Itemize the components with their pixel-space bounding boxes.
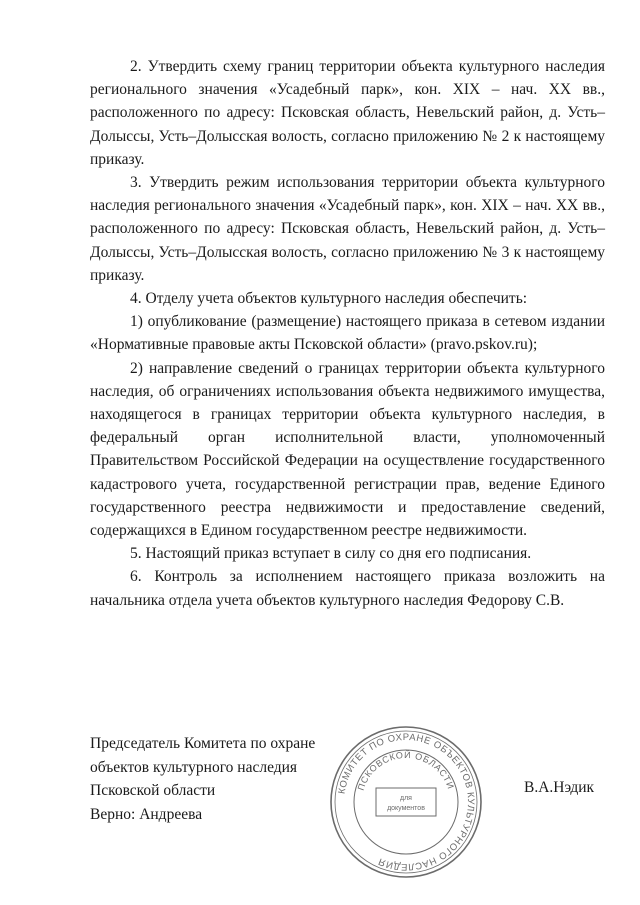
svg-text:документов: документов <box>387 805 425 812</box>
certified-copy-note: Верно: Андреева <box>90 805 203 823</box>
seal-icon <box>326 722 486 882</box>
svg-text:ПСКОВСКОЙ ОБЛАСТИ: ПСКОВСКОЙ ОБЛАСТИ <box>355 749 457 792</box>
paragraph-6-control: 6. Контроль за исполнением настоящего приказа возложить на начальника отдела учета объектов культурного наследия Федорову С.В. <box>90 568 605 609</box>
signer-position-line-1: Председатель Комитета по охране <box>90 735 316 752</box>
paragraph-4-department-duties: 4. Отделу учета объектов культурного наследия обеспечить: <box>130 290 528 308</box>
paragraph-3-approve-regime: 3. Утвердить режим использования территории объекта культурного наследия регионального значения «Усадебный парк», кон. XIX – нач. XX вв., расположенного по адресу: Псковская область, Невельский район, д. Усть–Долыссы, Усть–Долысская волость, согласно приложению № 3 к настоящему приказу. <box>90 174 605 284</box>
paragraph-4-2-send-information: 2) направление сведений о границах территории объекта культурного наследия, об ограничениях использования объекта недвижимого имущества, находящегося в границах территории объекта культурного наследия, в федеральный орган исполнительной власти, уполномоченный Правительством Российской Федерации на осуществление государственного кадастрового учета, государственной регистрации прав, ведение Единого государственного реестра недвижимости и предоставление сведений, содержащихся в Едином государственном реестре недвижимости. <box>90 359 605 540</box>
paragraph-5-effective-date: 5. Настоящий приказ вступает в силу со дня его подписания. <box>130 545 532 563</box>
signature-block <box>90 732 315 826</box>
signer-position-line-2: объектов культурного наследия <box>90 758 298 776</box>
paragraph-2-approve-boundaries: 2. Утвердить схему границ территории объекта культурного наследия регионального значения «Усадебный парк», кон. XIX – нач. XX вв., расположенного по адресу: Псковская область, Невельский район, д. Усть–Долыссы, Усть–Долысская волость, согласно приложению № 2 к настоящему приказу. <box>90 58 605 168</box>
signer-name: В.А.Нэдик <box>524 779 595 796</box>
svg-text:для: для <box>400 795 412 802</box>
signer-position-line-3: Псковской области <box>90 782 216 799</box>
paragraph-4-1-publication: 1) опубликование (размещение) настоящего приказа в сетевом издании «Нормативные правовые акты Псковской области» (pravo.pskov.ru); <box>90 313 605 354</box>
svg-text:КОМИТЕТ ПО ОХРАНЕ ОБЪЕКТОВ КУЛ: КОМИТЕТ ПО ОХРАНЕ ОБЪЕКТОВ КУЛЬТУРНОГО НАСЛЕДИЯ <box>336 731 477 873</box>
official-seal <box>326 722 486 882</box>
order-body <box>90 55 605 612</box>
